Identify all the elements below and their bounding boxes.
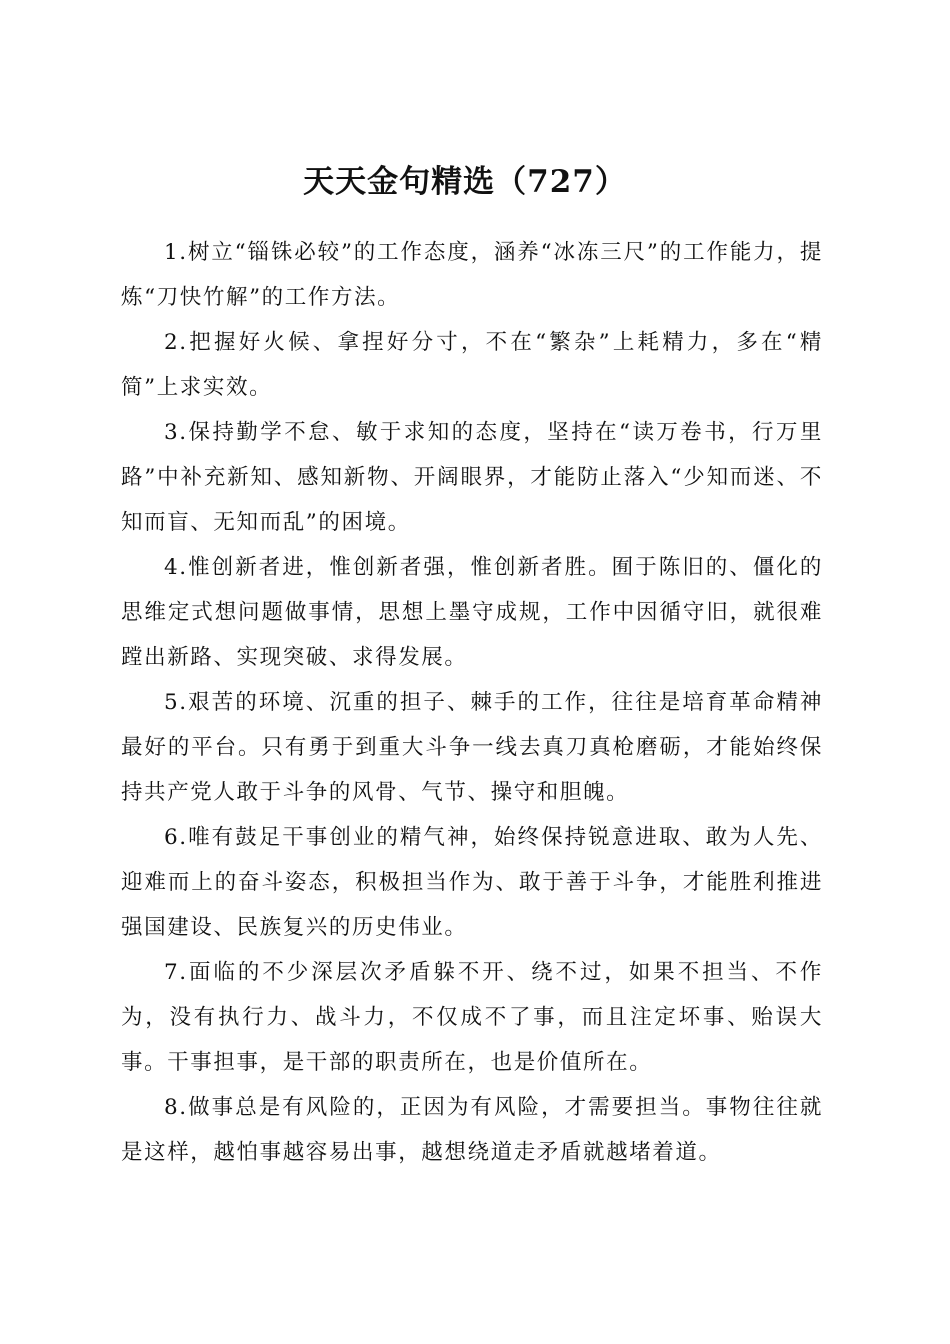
paragraph-7: 7.面临的不少深层次矛盾躲不开、绕不过，如果不担当、不作为，没有执行力、战斗力，不仅成不了事，而且注定坏事、贻误大事。干事担事，是干部的职责所在，也是价值所在。 [121, 960, 823, 1075]
paragraph-4: 4.惟创新者进，惟创新者强，惟创新者胜。囿于陈旧的、僵化的思维定式想问题做事情，思想上墨守成规，工作中因循守旧，就很难蹚出新路、实现突破、求得发展。 [121, 555, 823, 670]
paragraph-5: 5.艰苦的环境、沉重的担子、棘手的工作，往往是培育革命精神最好的平台。只有勇于到重大斗争一线去真刀真枪磨砺，才能始终保持共产党人敢于斗争的风骨、气节、操守和胆魄。 [121, 690, 823, 805]
paragraph-2: 2.把握好火候、拿捏好分寸，不在“繁杂”上耗精力，多在“精简”上求实效。 [121, 330, 823, 400]
paragraph-8: 8.做事总是有风险的，正因为有风险，才需要担当。事物往往就是这样，越怕事越容易出事，越想绕道走矛盾就越堵着道。 [121, 1095, 823, 1165]
document-title: 天天金句精选（727） [303, 163, 627, 200]
document-body [121, 230, 823, 1175]
paragraph-1: 1.树立“锱铢必较”的工作态度，涵养“冰冻三尺”的工作能力，提炼“刀快竹解”的工作方法。 [121, 240, 823, 310]
paragraph-6: 6.唯有鼓足干事创业的精气神，始终保持锐意进取、敢为人先、迎难而上的奋斗姿态，积极担当作为、敢于善于斗争，才能胜利推进强国建设、民族复兴的历史伟业。 [121, 825, 823, 940]
paragraph-3: 3.保持勤学不怠、敏于求知的态度，坚持在“读万卷书，行万里路”中补充新知、感知新物、开阔眼界，才能防止落入“少知而迷、不知而盲、无知而乱”的困境。 [121, 420, 823, 535]
